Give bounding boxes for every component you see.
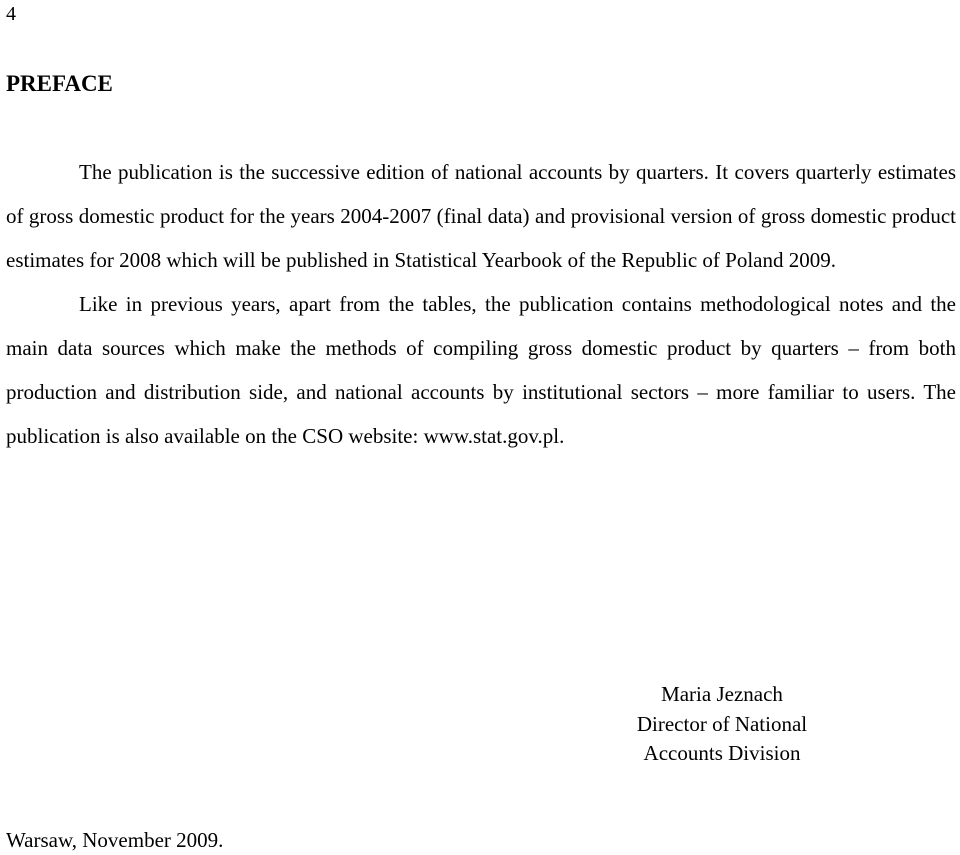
paragraph-2: Like in previous years, apart from the tables, the publication contains methodological notes and the main data sources which make the methods of compiling gross domestic product by quarters – from both production and distribution side, and national accounts by institutional sectors – more familiar to users. The publication is also available on the CSO website: www.stat.gov.pl.: [6, 292, 956, 448]
paragraph-1: The publication is the successive edition of national accounts by quarters. It covers quarterly estimates of gross domestic product for the years 2004-2007 (final data) and provisional version of gross domestic product estimates for 2008 which will be published in Statistical Yearbook of the Republic of Poland 2009.: [6, 160, 956, 272]
signatory-title-line-1: Director of National: [636, 711, 808, 736]
signatory-name: Maria Jeznach: [661, 682, 783, 706]
preface-body: [6, 150, 956, 458]
signatory-title-line-2: Accounts Division: [643, 741, 801, 765]
page-title: PREFACE: [6, 71, 113, 96]
signature-block: [600, 680, 844, 769]
place-and-date: Warsaw, November 2009.: [6, 828, 224, 852]
page-number: 4: [6, 3, 16, 25]
